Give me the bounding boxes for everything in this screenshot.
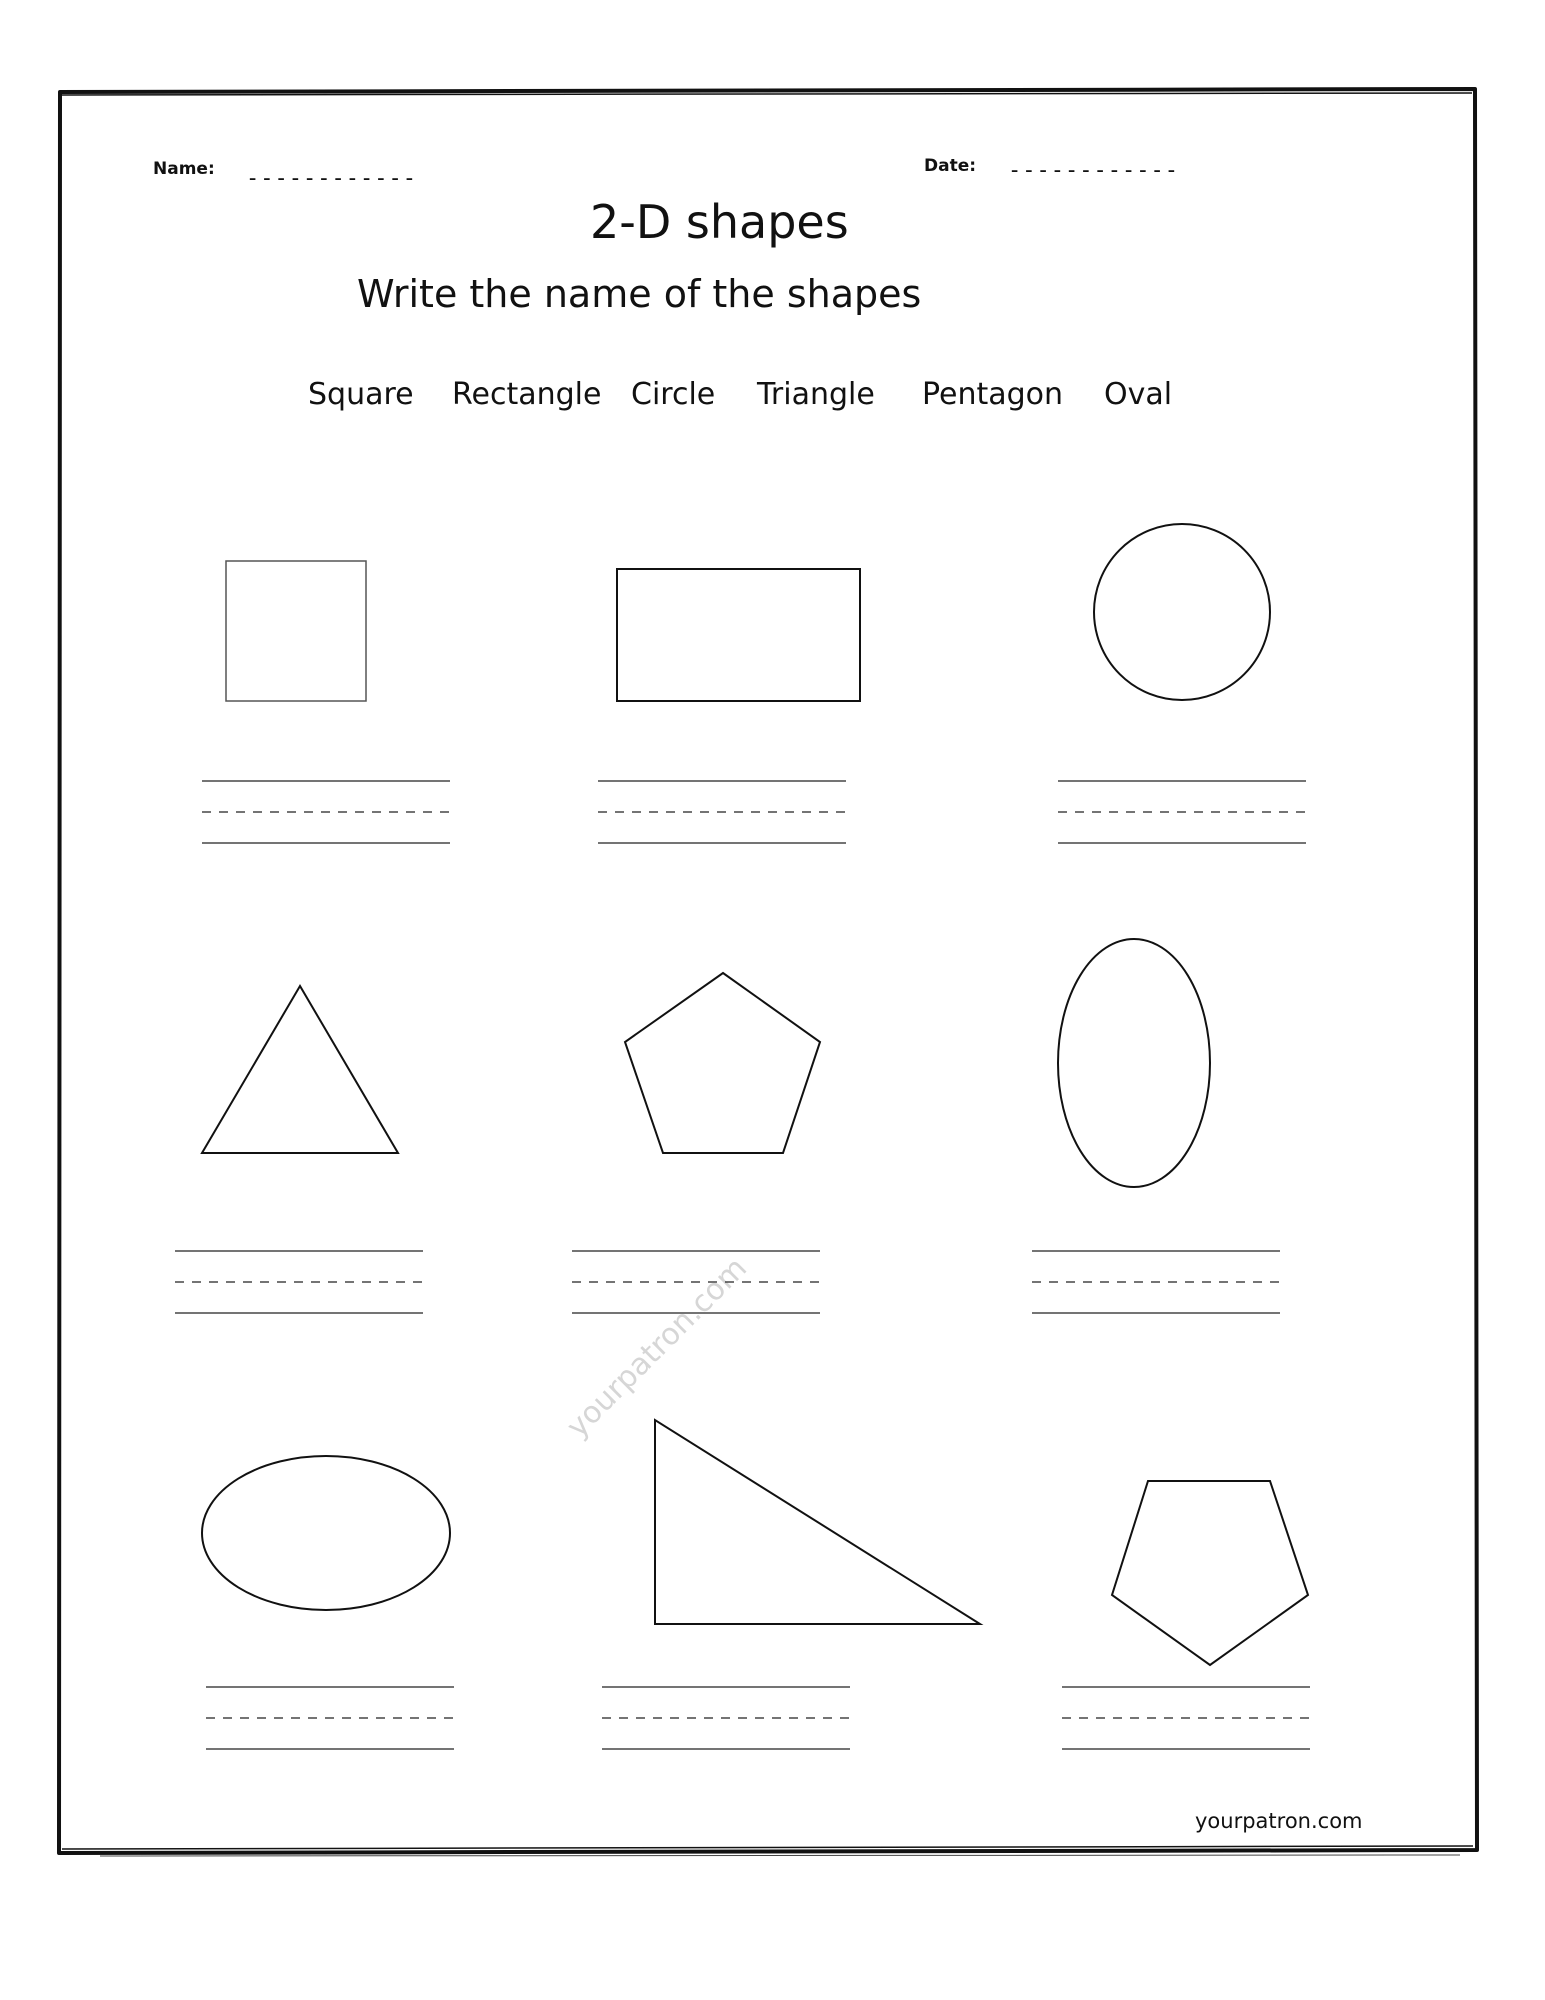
date-blank[interactable]: ------------	[1008, 158, 1179, 183]
pentagon-icon	[625, 973, 820, 1153]
answer-lines-2[interactable]	[598, 781, 846, 843]
pentagon-icon	[1112, 1481, 1308, 1665]
answer-lines-3[interactable]	[1058, 781, 1306, 843]
answer-lines-6[interactable]	[1032, 1251, 1280, 1313]
word-bank-square: Square	[308, 377, 414, 412]
instruction: Write the name of the shapes	[357, 272, 922, 316]
answer-lines-4[interactable]	[175, 1251, 423, 1313]
answer-lines-8[interactable]	[602, 1687, 850, 1749]
triangle-icon	[202, 986, 398, 1153]
rectangle-icon	[617, 569, 860, 701]
word-bank-oval: Oval	[1104, 377, 1173, 412]
name-blank[interactable]: ------------	[246, 166, 417, 191]
word-bank-rectangle: Rectangle	[452, 377, 602, 412]
date-label: Date:	[924, 156, 977, 176]
answer-lines	[175, 781, 1310, 1749]
circle-icon	[1094, 524, 1270, 700]
answer-lines-5[interactable]	[572, 1251, 820, 1313]
oval-icon	[1058, 939, 1210, 1187]
word-bank-pentagon: Pentagon	[922, 377, 1064, 412]
name-label: Name:	[153, 159, 215, 179]
right-triangle-icon	[655, 1420, 980, 1624]
word-bank-circle: Circle	[631, 377, 716, 412]
square-icon	[226, 561, 366, 701]
footer-website: yourpatron.com	[1195, 1809, 1363, 1833]
word-bank-triangle: Triangle	[757, 377, 875, 412]
answer-lines-9[interactable]	[1062, 1687, 1310, 1749]
answer-lines-1[interactable]	[202, 781, 450, 843]
page-title: 2-D shapes	[590, 195, 849, 249]
watermark: yourpatron.com	[560, 1250, 754, 1445]
answer-lines-7[interactable]	[206, 1687, 454, 1749]
horizontal-oval-icon	[202, 1456, 450, 1610]
